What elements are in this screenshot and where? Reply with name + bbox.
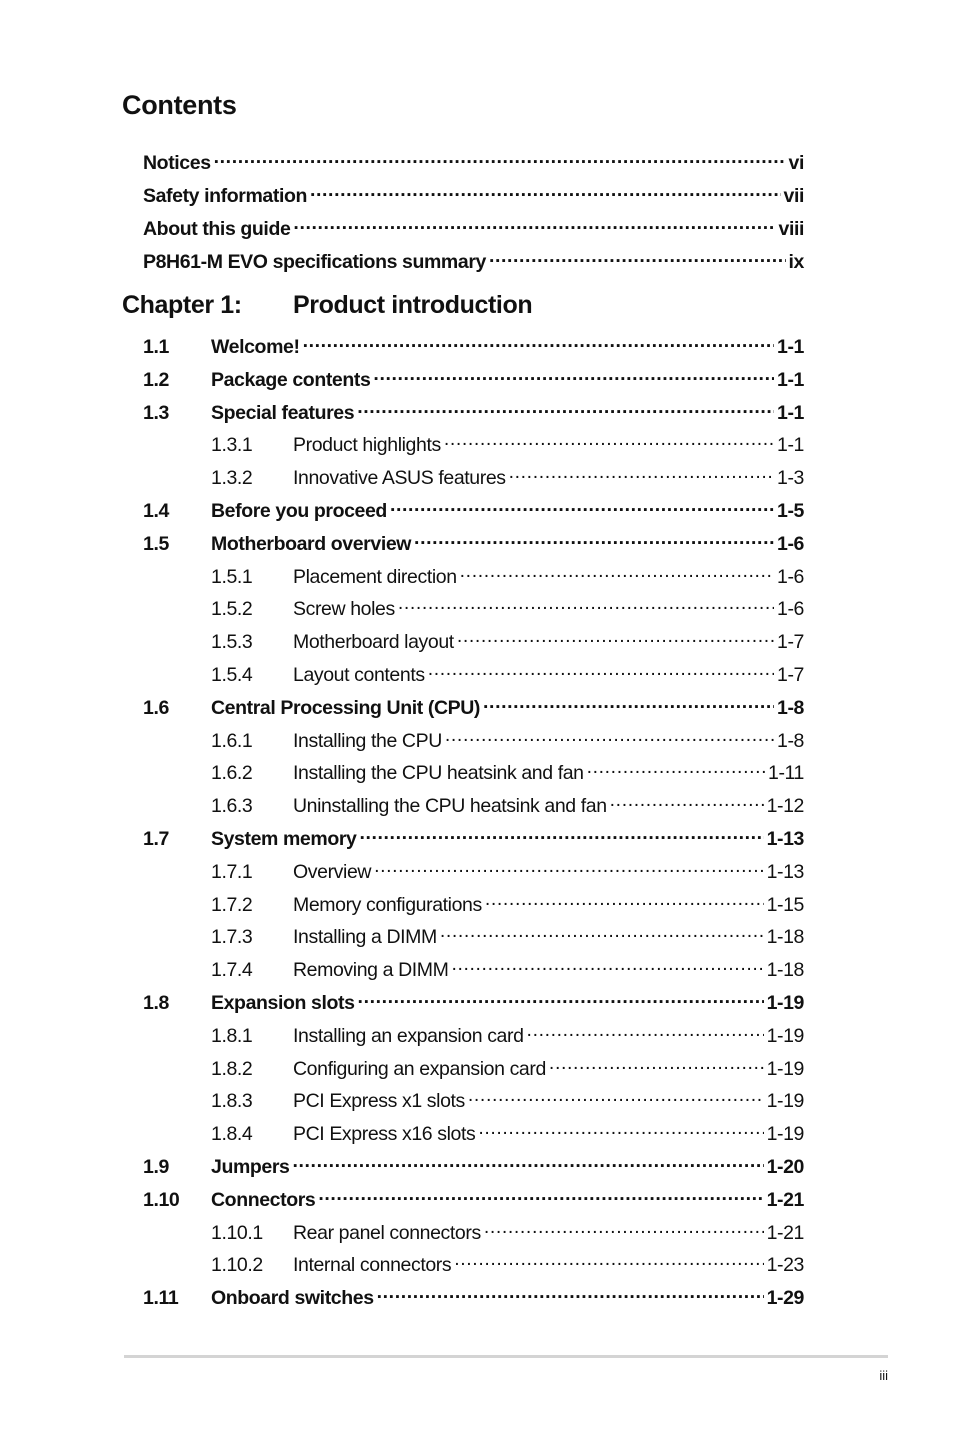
toc-entry-number: 1.5.1 <box>211 565 253 588</box>
toc-section[interactable] <box>143 329 804 358</box>
toc-entry-number: 1.8.1 <box>211 1024 253 1047</box>
toc-entry-title: Package contents <box>211 368 371 391</box>
toc-subsection[interactable] <box>143 854 804 883</box>
dot-leader <box>358 985 764 1009</box>
toc-entry-number: 1.11 <box>143 1287 179 1310</box>
toc-entry-page: 1-21 <box>766 1221 804 1244</box>
toc-entry-page: 1-19 <box>766 1090 804 1113</box>
toc-entry-title: PCI Express x16 slots <box>293 1123 476 1146</box>
toc-entry-number: 1.1 <box>143 336 169 358</box>
toc-entry-page: 1-18 <box>766 926 804 949</box>
toc-entry-page: 1-13 <box>766 860 804 883</box>
dot-leader <box>214 145 786 169</box>
dot-leader <box>509 460 774 484</box>
dot-leader <box>310 178 781 202</box>
dot-leader <box>451 952 763 976</box>
dot-leader <box>440 919 764 943</box>
toc-entry-title: Uninstalling the CPU heatsink and fan <box>293 795 607 818</box>
toc-subsection[interactable] <box>143 427 804 457</box>
toc-section[interactable] <box>143 985 804 1014</box>
front-matter-item[interactable] <box>143 244 804 273</box>
dot-leader <box>485 887 764 911</box>
toc-entry-page: 1-29 <box>766 1287 804 1310</box>
toc-entry-title: Onboard switches <box>211 1287 374 1310</box>
toc-entry-page: 1-19 <box>766 1123 804 1146</box>
dot-leader <box>483 690 774 714</box>
toc-entry-title: Expansion slots <box>211 992 355 1014</box>
dot-leader <box>478 1116 763 1140</box>
toc-entry-title: Motherboard layout <box>293 631 454 654</box>
toc-subsection[interactable] <box>143 460 804 490</box>
dot-leader <box>549 1051 764 1075</box>
toc-subsection[interactable] <box>143 1051 804 1080</box>
dot-leader <box>373 362 774 386</box>
toc-entry-title: Product highlights <box>293 434 441 457</box>
toc-entry-title: Innovative ASUS features <box>293 467 506 490</box>
page-number: iii <box>879 1368 888 1383</box>
toc-subsection[interactable] <box>143 723 804 752</box>
toc-entry-page: 1-7 <box>777 664 804 686</box>
toc-subsection[interactable] <box>143 657 804 686</box>
toc-entry-page: 1-11 <box>768 762 804 785</box>
toc-entry-page: 1-1 <box>777 434 804 457</box>
toc-subsection[interactable] <box>143 952 804 982</box>
toc-entry-title: Installing a DIMM <box>293 926 437 949</box>
toc-entry-title: Memory configurations <box>293 893 482 916</box>
toc-subsection[interactable] <box>143 887 804 916</box>
toc-entry-title: P8H61-M EVO specifications summary <box>143 251 486 273</box>
toc-section[interactable] <box>143 1149 804 1178</box>
toc-subsection[interactable] <box>143 755 804 785</box>
dot-leader <box>610 788 764 812</box>
chapter-label: Chapter 1: <box>122 291 242 319</box>
toc-entry-title: Connectors <box>211 1188 316 1211</box>
toc-entry-number: 1.3.2 <box>211 467 253 490</box>
dot-leader <box>359 821 763 845</box>
toc-entry-title: Before you proceed <box>211 500 387 522</box>
dot-leader <box>444 427 774 451</box>
toc-entry-page: 1-6 <box>777 565 804 588</box>
toc-entry-title: Welcome! <box>211 336 300 358</box>
toc-entry-page: 1-15 <box>766 893 804 916</box>
toc-entry-page: 1-8 <box>777 696 804 719</box>
toc-entry-page: 1-19 <box>766 992 804 1014</box>
toc-entry-number: 1.7.1 <box>211 860 253 883</box>
toc-entry-number: 1.3.1 <box>211 434 253 457</box>
toc-entry-title: Screw holes <box>293 598 395 621</box>
toc-entry-page: 1-20 <box>766 1156 804 1178</box>
toc-entry-page: 1-18 <box>766 959 804 982</box>
toc-entry-title: Layout contents <box>293 664 425 686</box>
toc-entry-title: Rear panel connectors <box>293 1221 481 1244</box>
dot-leader <box>293 211 775 235</box>
dot-leader <box>484 1215 764 1239</box>
toc-subsection[interactable] <box>143 1018 804 1047</box>
toc-entry-number: 1.9 <box>143 1156 169 1178</box>
toc-entry-title: Jumpers <box>211 1156 290 1178</box>
toc-entry-page: 1-6 <box>777 532 804 555</box>
toc-entry-number: 1.8.2 <box>211 1057 253 1080</box>
toc-entry-title: Special features <box>211 401 355 424</box>
toc-subsection[interactable] <box>143 919 804 949</box>
front-matter-item[interactable] <box>143 178 804 207</box>
toc-entry-number: 1.5 <box>143 532 169 555</box>
toc-entry-page: 1-6 <box>777 598 804 621</box>
toc-entry-number: 1.10.1 <box>211 1221 263 1244</box>
toc-entry-page: 1-21 <box>766 1188 804 1211</box>
toc-entry-number: 1.8.3 <box>211 1090 253 1113</box>
toc-entry-number: 1.8 <box>143 992 169 1014</box>
front-matter-item[interactable] <box>143 211 804 240</box>
toc-entry-number: 1.5.3 <box>211 631 253 654</box>
toc-entry-title: Overview <box>293 860 372 883</box>
chapter-heading <box>122 291 532 320</box>
toc-entry-title: Central Processing Unit (CPU) <box>211 696 481 719</box>
dot-leader <box>457 624 774 648</box>
toc-entry-page: vi <box>788 152 804 174</box>
toc-subsection[interactable] <box>143 1215 804 1244</box>
toc-subsection[interactable] <box>143 1247 804 1277</box>
page-title: Contents <box>122 90 237 120</box>
toc-subsection[interactable] <box>143 624 804 654</box>
dot-leader <box>377 1280 764 1304</box>
dot-leader <box>527 1018 764 1042</box>
toc-entry-title: About this guide <box>143 218 291 240</box>
toc-entry-number: 1.3 <box>143 401 169 424</box>
dot-leader <box>428 657 774 681</box>
toc-section[interactable] <box>143 690 804 719</box>
toc-entry-title: Installing the CPU heatsink and fan <box>293 762 584 785</box>
toc-entry-number: 1.6 <box>143 696 169 719</box>
toc-entry-number: 1.4 <box>143 500 169 522</box>
toc-entry-number: 1.10.2 <box>211 1254 263 1277</box>
toc-entry-page: vii <box>783 185 804 207</box>
front-matter-item[interactable] <box>143 145 804 174</box>
toc-entry-number: 1.7 <box>143 828 169 850</box>
toc-section[interactable] <box>143 821 804 850</box>
toc-entry-page: 1-1 <box>777 368 804 391</box>
dot-leader <box>374 854 763 878</box>
toc-entry-title: Installing the CPU <box>293 729 442 752</box>
toc-entry-number: 1.6.1 <box>211 729 253 752</box>
dot-leader <box>445 723 774 747</box>
toc-entry-number: 1.8.4 <box>211 1123 253 1146</box>
toc-entry-page: ix <box>788 251 804 273</box>
toc-section[interactable] <box>143 1280 804 1310</box>
toc-section[interactable] <box>143 362 804 391</box>
toc-entry-number: 1.7.4 <box>211 959 253 982</box>
toc-entry-number: 1.7.3 <box>211 926 253 949</box>
toc-entry-number: 1.5.4 <box>211 664 253 686</box>
toc-entry-title: Notices <box>143 152 211 174</box>
toc-entry-page: 1-12 <box>766 795 804 818</box>
chapter-title: Product introduction <box>293 291 533 319</box>
dot-leader <box>318 1182 763 1206</box>
toc-subsection[interactable] <box>143 559 804 588</box>
toc-entry-number: 1.10 <box>143 1188 180 1211</box>
toc-entry-title: Motherboard overview <box>211 532 412 555</box>
toc-entry-page: 1-19 <box>766 1024 804 1047</box>
dot-leader <box>489 244 786 268</box>
toc-entry-page: 1-13 <box>766 828 804 850</box>
toc-entry-title: Removing a DIMM <box>293 959 449 982</box>
dot-leader <box>468 1083 764 1107</box>
dot-leader <box>587 755 765 779</box>
toc-subsection[interactable] <box>143 1083 804 1113</box>
toc-entry-number: 1.5.2 <box>211 598 253 621</box>
toc-entry-title: Placement direction <box>293 565 457 588</box>
toc-section[interactable] <box>143 1182 804 1211</box>
dot-leader <box>293 1149 764 1173</box>
toc-entry-page: viii <box>778 218 804 240</box>
toc-entry-title: Safety information <box>143 185 307 207</box>
toc-entry-page: 1-1 <box>777 336 804 358</box>
toc-subsection[interactable] <box>143 1116 804 1146</box>
toc-entry-title: System memory <box>211 828 357 850</box>
dot-leader <box>398 591 774 615</box>
toc-entry-page: 1-1 <box>777 401 804 424</box>
toc-section[interactable] <box>143 526 804 555</box>
toc-subsection[interactable] <box>143 788 804 818</box>
toc-entry-page: 1-3 <box>777 467 804 490</box>
toc-entry-title: Configuring an expansion card <box>293 1057 546 1080</box>
dot-leader <box>460 559 774 583</box>
dot-leader <box>390 493 774 517</box>
toc-subsection[interactable] <box>143 591 804 621</box>
footer-divider <box>124 1355 888 1358</box>
toc-entry-page: 1-19 <box>766 1057 804 1080</box>
toc-entry-number: 1.2 <box>143 368 169 391</box>
toc-entry-number: 1.7.2 <box>211 893 253 916</box>
toc-section[interactable] <box>143 493 804 522</box>
toc-entry-page: 1-23 <box>766 1254 804 1277</box>
dot-leader <box>303 329 774 353</box>
dot-leader <box>414 526 774 550</box>
toc-entry-number: 1.6.3 <box>211 795 253 818</box>
toc-entry-title: Installing an expansion card <box>293 1024 524 1047</box>
toc-entry-page: 1-8 <box>777 729 804 752</box>
toc-entry-title: Internal connectors <box>293 1254 452 1277</box>
dot-leader <box>454 1247 763 1271</box>
toc-section[interactable] <box>143 395 804 424</box>
toc-entry-number: 1.6.2 <box>211 762 253 785</box>
toc-entry-page: 1-7 <box>777 631 804 654</box>
dot-leader <box>357 395 774 419</box>
toc-entry-title: PCI Express x1 slots <box>293 1090 465 1113</box>
toc-entry-page: 1-5 <box>777 500 804 522</box>
